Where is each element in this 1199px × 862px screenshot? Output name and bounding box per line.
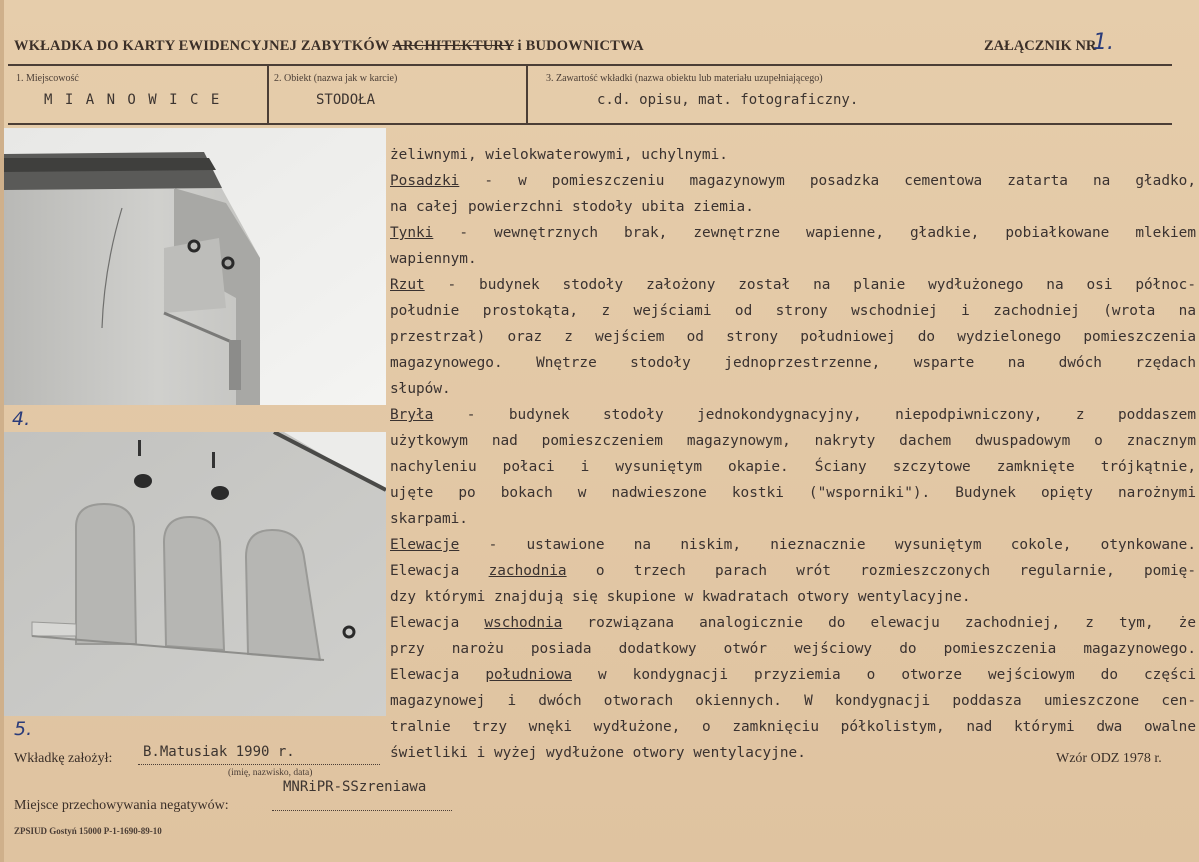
card-title (14, 38, 644, 55)
form-model-note: Wzór ODZ 1978 r. (1056, 751, 1162, 766)
created-by-dotted-line (138, 763, 380, 765)
section-heading-wschodnia: wschodnia (484, 615, 563, 631)
photo-south-gable (4, 432, 386, 716)
photo-south-gable-image (4, 432, 386, 716)
text-fragment: o trzech parach wrót rozmieszczonych regularnie, pomię- (566, 563, 1196, 579)
header-rule-bottom (8, 123, 1172, 125)
text-line: nachyleniu połaci i wysuniętym okapie. Ściany szczytowe zamknięte trójkątnie, (390, 459, 1196, 475)
object-value: STODOŁA (316, 92, 376, 108)
text-fragment: - budynek stodoły jednokondygnacyjny, niepodpiwniczony, z poddaszem (433, 407, 1196, 423)
attachment-number: 1. (1093, 30, 1114, 55)
title-part-c: i BUDOWNICTWA (513, 38, 644, 54)
object-label: 2. Obiekt (nazwa jak w karcie) (274, 73, 398, 84)
field-divider-2 (526, 66, 528, 124)
text-line (390, 532, 1196, 558)
locality-value: M I A N O W I C E (44, 92, 222, 108)
text-fragment: Elewacja (390, 615, 485, 631)
title-part-b: ARCHITEKTURY (392, 38, 514, 54)
field-divider-1 (267, 66, 269, 124)
text-fragment: Elewacja (390, 563, 489, 579)
text-line: wapiennym. (390, 251, 477, 267)
title-part-a: WKŁADKA DO KARTY EWIDENCYJNEJ ZABYTKÓW (14, 38, 393, 54)
text-fragment: w kondygnacji przyziemia o otworze wejściowym do części (571, 667, 1196, 683)
text-line: słupów. (390, 381, 451, 397)
text-line: użytkowym nad pomieszczeniem magazynowym, nakryty dachem dwuspadowym o znacznym (390, 433, 1196, 449)
section-heading-posadzki: Posadzki (390, 173, 460, 189)
negatives-location-label: Miejsce przechowywania negatywów: (14, 798, 229, 813)
text-line: przestrzał) oraz z wejściem od strony południowej do wydzielonego pomieszczenia (390, 329, 1196, 345)
text-line: ujęte po bokach w nadwieszone kostki ("wsporniki"). Budynek opięty narożnymi (390, 485, 1196, 501)
negatives-location-value: MNRiPR-SSzreniawa (283, 779, 427, 795)
text-line: tralnie trzy wnęki wydłużone, o zamknięciu półkolistym, nad którymi dwa owalne (390, 719, 1196, 735)
contents-label: 3. Zawartość wkładki (nazwa obiektu lub materiału uzupełniającego) (546, 73, 823, 84)
created-by-value: B.Matusiak 1990 r. (143, 744, 295, 760)
photo-number-5: 5. (14, 718, 33, 740)
created-by-label: Wkładkę założył: (14, 751, 113, 766)
section-heading-tynki: Tynki (390, 225, 434, 241)
text-fragment: rozwiązana analogicznie do elewacju zachodniej, z tym, że (562, 615, 1196, 631)
header-rule-top (8, 64, 1172, 66)
contents-value: c.d. opisu, mat. fotograficzny. (597, 92, 859, 108)
attachment-label: ZAŁĄCZNIK NR (984, 38, 1097, 54)
text-fragment: - wewnętrznych brak, zewnętrzne wapienne, gładkie, pobiałkowane mlekiem (433, 225, 1196, 241)
text-line (390, 272, 1196, 298)
text-line: świetliki i wyżej wydłużone otwory wentylacyjne. (390, 745, 806, 761)
section-heading-poludniowa: południowa (485, 667, 572, 683)
section-heading-zachodnia: zachodnia (488, 563, 567, 579)
text-line: południe prostokąta, z wejściami od strony wschodniej i zachodniej (wrota na (390, 303, 1196, 319)
text-line (390, 402, 1196, 428)
locality-label: 1. Miejscowość (16, 73, 79, 84)
name-date-hint: (imię, nazwisko, data) (228, 768, 313, 778)
text-line: żeliwnymi, wielokwaterowymi, uchylnymi. (390, 147, 728, 163)
section-heading-elewacje: Elewacje (390, 537, 460, 553)
text-line (390, 662, 1196, 688)
text-fragment: - budynek stodoły założony został na planie wydłużonego na osi północ- (424, 277, 1196, 293)
text-line: skarpami. (390, 511, 468, 527)
description-text (390, 142, 1196, 766)
photo-number-4: 4. (12, 408, 31, 430)
text-fragment: - w pomieszczeniu magazynowym posadzka cementowa zatarta na gładko, (459, 173, 1196, 189)
section-heading-bryla: Bryła (390, 407, 434, 423)
photo-gable-corner (4, 128, 386, 405)
text-line: na całej powierzchni stodoły ubita ziemia. (390, 199, 754, 215)
print-code: ZPSIUD Gostyń 15000 P-1-1690-89-10 (14, 826, 162, 836)
section-heading-rzut: Rzut (390, 277, 425, 293)
text-line: magazynowej i dwóch otworach okiennych. W kondygnacji poddasza umieszczone cen- (390, 693, 1196, 709)
text-line: przy narożu posiada dodatkowy otwór wejściowy do pomieszczenia magazynowego. (390, 641, 1196, 657)
text-line (390, 558, 1196, 584)
text-line (390, 610, 1196, 636)
text-line (390, 220, 1196, 246)
text-line: dzy którymi znajdują się skupione w kwadratach otwory wentylacyjne. (390, 589, 971, 605)
photo-gable-corner-image (4, 128, 386, 405)
negatives-location-dotted-line (272, 809, 452, 811)
text-line (390, 168, 1196, 194)
text-line: magazynowego. Wnętrze stodoły jednoprzestrzenne, wsparte na dwóch rzędach (390, 355, 1196, 371)
text-fragment: - ustawione na niskim, nieznacznie wysuniętym cokole, otynkowane. (459, 537, 1196, 553)
text-fragment: Elewacja (390, 667, 486, 683)
